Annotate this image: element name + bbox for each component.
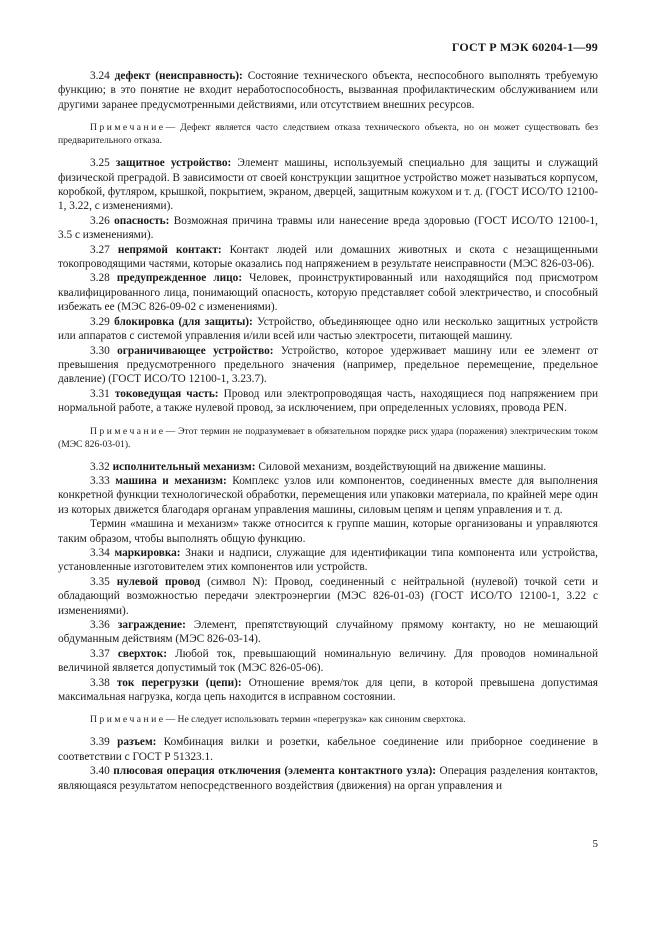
- entry-3-38: [58, 676, 598, 705]
- entry-number: 3.29: [90, 315, 110, 328]
- entry-text: (символ N): Провод, соединенный с нейтральной (нулевой) точкой сети и обладающий возможностью передачи электроэнергии (МЭС 826-01-03) (ГОСТ ИСО/ТО 12100-1, 3.22 с изменениями).: [58, 575, 598, 617]
- entry-3-39: [58, 735, 598, 764]
- entry-text: Силовой механизм, воздействующий на движение машины.: [255, 460, 547, 473]
- entry-3-33: [58, 474, 598, 517]
- entry-number: 3.37: [90, 647, 110, 660]
- entry-term: дефект (неисправность):: [114, 70, 243, 82]
- entry-number: 3.35: [90, 575, 110, 588]
- document-page: [58, 0, 598, 936]
- entry-term: нулевой провод: [116, 575, 201, 588]
- note-label: Примечание: [90, 425, 166, 437]
- entry-number: 3.38: [90, 676, 110, 689]
- entry-3-37: [58, 647, 598, 676]
- note-text: — Дефект является часто следствием отказа технического объекта, но он может существовать без предварительного отказа.: [58, 122, 598, 147]
- entry-number: 3.26: [90, 214, 110, 227]
- entry-3-40: [58, 764, 598, 793]
- note-text: — Этот термин не подразумевает в обязательном порядке риск удара (поражения) электрическим током (МЭС 826-03-01).: [58, 425, 598, 450]
- entry-text: Возможная причина травмы или нанесение вреда здоровью (ГОСТ ИСО/ТО 12100-1, 3.5 с изменениями).: [58, 214, 598, 242]
- entry-3-28: [58, 271, 598, 314]
- entry-term: предупрежденное лицо:: [116, 272, 243, 285]
- entry-term: опасность:: [114, 214, 170, 227]
- entry-term: защитное устройство:: [115, 157, 232, 170]
- entry-number: 3.27: [90, 243, 110, 256]
- entry-3-34: [58, 546, 598, 575]
- note-text: — Не следует использовать термин «перегрузка» как синоним сверхтока.: [165, 714, 466, 726]
- standard-header: ГОСТ Р МЭК 60204-1—99: [451, 40, 598, 54]
- entry-3-29: [58, 315, 598, 344]
- entry-number: 3.31: [90, 387, 110, 400]
- entry-number: 3.30: [90, 344, 110, 357]
- note-label: Примечание: [90, 122, 166, 134]
- entry-3-26: [58, 214, 598, 243]
- note-live-part: [58, 425, 598, 451]
- entry-term: непрямой контакт:: [117, 243, 222, 256]
- entry-text: Человек, проинструктированный или находящийся под присмотром квалифицированного лица, понимающий опасность, которую представляет собой электричество, и способный избежать ее (МЭС 826-09-02 с изменениями).: [58, 272, 598, 314]
- note-defect: [58, 121, 598, 147]
- entry-number: 3.28: [90, 272, 110, 285]
- entry-number: 3.32: [90, 460, 110, 473]
- entry-text: Операция разделения контактов, являющаяся результатом непосредственного воздействия (движения) на орган управления и: [58, 765, 598, 792]
- entry-number: 3.36: [90, 619, 110, 631]
- entry-text: Комплекс узлов или компонентов, соединенных вместе для выполнения конкретной функции технологической обработки, перемещения или упаковки материала, по крайней мере один из которых движется благодаря органам управления машины, силовым цепям и цепям управления и т. д.: [58, 474, 598, 516]
- entry-term: токоведущая часть:: [114, 387, 219, 400]
- entry-term: блокировка (для защиты):: [114, 315, 253, 328]
- note-overload: [58, 713, 598, 726]
- entry-term: исполнительный механизм:: [112, 460, 256, 473]
- entry-3-36: [58, 618, 598, 647]
- entry-term: заграждение:: [117, 619, 186, 631]
- entry-3-32: [58, 460, 598, 474]
- entry-text: Знаки и надписи, служащие для идентификации типа компонента или устройства, установленные изготовителем этих компонентов или устройств.: [58, 546, 598, 574]
- entry-text: Элемент, препятствующий случайному прямому контакту, но не мешающий обдуманным действиям (МЭС 826-03-14).: [58, 619, 599, 646]
- entry-number: 3.24: [90, 70, 110, 82]
- entry-term: разъем:: [117, 736, 157, 749]
- entry-term: ток перегрузки (цепи):: [116, 676, 242, 689]
- entry-text: Отношение время/ток для цепи, в которой превышена допустимая максимальная нагрузка, когда цепь находится в исправном состоянии.: [58, 676, 598, 704]
- extra-paragraph: Термин «машина и механизм» также относится к группе машин, которые организованы и управляются таким образом, чтобы выполнять общую функцию.: [58, 518, 598, 545]
- entry-term: сверхток:: [117, 647, 167, 660]
- entry-3-25: [58, 156, 598, 214]
- document-body: [58, 69, 598, 793]
- entry-number: 3.25: [90, 157, 110, 170]
- entry-number: 3.40: [90, 765, 110, 778]
- entry-term: маркировка:: [114, 546, 181, 559]
- entry-3-31: [58, 387, 598, 416]
- entry-term: ограничивающее устройство:: [117, 344, 274, 357]
- entry-3-35: [58, 575, 598, 618]
- entry-number: 3.39: [90, 736, 110, 749]
- entry-text: Комбинация вилки и розетки, кабельное соединение или приборное соединение в соответствии с ГОСТ Р 51323.1.: [58, 736, 599, 763]
- entry-term: плюсовая операция отключения (элемента контактного узла):: [113, 765, 437, 778]
- entry-text: Устройство, которое удерживает машину или ее элемент от превышения предусмотренного предельного значения (например, предельное перемещение, предельное давление) (ГОСТ ИСО/ТО 12100-1, 3.23.7).: [58, 344, 598, 386]
- entry-term: машина и механизм:: [115, 474, 227, 487]
- page-number: 5: [592, 838, 598, 850]
- entry-text: Любой ток, превышающий номинальную величину. Для проводов номинальной величиной является допустимый ток (МЭС 826-05-06).: [58, 647, 598, 675]
- entry-3-24: [58, 69, 598, 112]
- note-label: Примечание: [90, 714, 166, 726]
- entry-3-30: [58, 344, 598, 387]
- entry-number: 3.34: [90, 546, 110, 559]
- entry-text: Провод или электропроводящая часть, находящиеся под напряжением при нормальной работе, а также нулевой провод, за исключением, при определенных условиях, провода PEN.: [58, 387, 599, 415]
- entry-text: Элемент машины, используемый специально для защиты и служащий физической преградой. В зависимости от своей конструкции защитное устройство может называться корпусом, коробкой, футляром, крышкой, покрытием, экраном, дверцей, защитным кожухом и т. д. (ГОСТ ИСО/ТО 12100-1, 3.22, с изменениями).: [58, 157, 599, 213]
- entry-3-27: [58, 243, 598, 272]
- entry-number: 3.33: [90, 474, 110, 487]
- entry-text: Состояние технического объекта, неспособного выполнять требуемую функцию; в это понятие не входит неработоспособность, вызванная профилактическим обслуживанием или другими заранее предусмотренными действиями, или отсутствием внешних ресурсов.: [58, 70, 598, 111]
- entry-text: Контакт людей или домашних животных и скота с незащищенными токопроводящими частями, которые оказались под напряжением в результате неисправности (МЭС 826-03-06).: [58, 243, 598, 271]
- entry-text: Устройство, объединяющее одно или несколько защитных устройств или аппаратов с системой управления и/или всей или частью электросети, питающей машину.: [58, 315, 599, 343]
